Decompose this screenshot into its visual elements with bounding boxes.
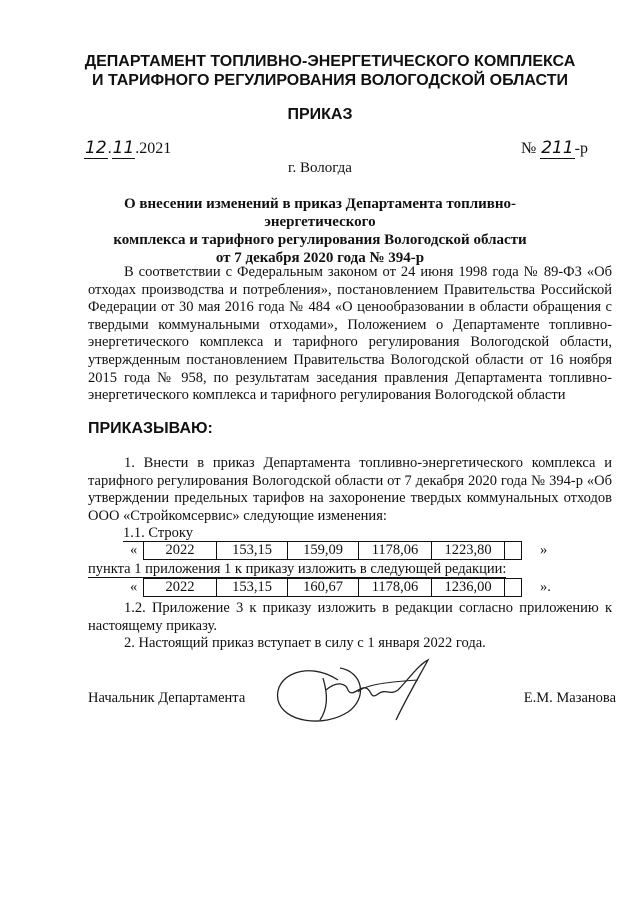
old-value-cell: 1223,80 xyxy=(432,542,505,560)
order-date: 12.11.2021 xyxy=(85,138,172,158)
item-1-paragraph: 1. Внести в приказ Департамента топливно-энергетического комплекса и тарифного регулирования Вологодской области от 7 декабря 2020 года № 394-р «Об утверждении предельных тарифов на захоронение твердых коммунальных отходов ООО «Стройкомсервис» следующие изменения: xyxy=(88,455,612,524)
subject-line-1: О внесении изменений в приказ Департамента топливно-энергетического xyxy=(123,196,517,230)
old-year-cell: 2022 xyxy=(144,542,217,560)
order-subject xyxy=(80,195,560,267)
mid-instruction xyxy=(88,561,506,578)
old-values-table xyxy=(143,541,522,560)
header-line-1: ДЕПАРТАМЕНТ ТОПЛИВНО-ЭНЕРГЕТИЧЕСКОГО КОМПЛЕКСА xyxy=(84,53,576,70)
old-value-cell: 1178,06 xyxy=(359,542,432,560)
subject-line-3: от 7 декабря 2020 года № 394-р xyxy=(215,250,425,266)
signatory-name: Е.М. Мазанова xyxy=(523,690,616,706)
header-line-2: И ТАРИФНОГО РЕГУЛИРОВАНИЯ ВОЛОГОДСКОЙ ОБЛАСТИ xyxy=(92,72,568,89)
new-row-quote-close: ». xyxy=(540,579,551,595)
department-header xyxy=(60,52,600,90)
subitem-1-1-label xyxy=(123,525,193,542)
new-year-cell: 2022 xyxy=(144,579,217,597)
subitem-1-1-text: 1.1. Строку xyxy=(123,525,193,541)
new-empty-cell xyxy=(505,579,522,597)
new-value-cell: 1236,00 xyxy=(432,579,505,597)
new-value-cell: 160,67 xyxy=(288,579,359,597)
document-title: ПРИКАЗ xyxy=(287,106,353,123)
new-row-quote-open: « xyxy=(130,579,138,595)
handwritten-signature xyxy=(268,650,438,730)
old-row-quote-close: » xyxy=(540,542,548,558)
new-value-cell: 153,15 xyxy=(217,579,288,597)
date-month: 11 xyxy=(112,138,135,158)
subitem-1-2-paragraph: 1.2. Приложение 3 к приказу изложить в редакции согласно приложению к настоящему приказу. xyxy=(88,600,612,634)
old-row-quote-open: « xyxy=(130,542,138,558)
city: г. Вологда xyxy=(288,160,352,176)
date-day: 12 xyxy=(85,138,107,158)
subject-line-2: комплекса и тарифного регулирования Вологодской области xyxy=(113,232,527,248)
old-empty-cell xyxy=(505,542,522,560)
old-value-cell: 153,15 xyxy=(217,542,288,560)
new-value-cell: 1178,06 xyxy=(359,579,432,597)
order-word: ПРИКАЗЫВАЮ: xyxy=(88,420,213,437)
number-suffix: -р xyxy=(574,140,588,157)
signatory-title: Начальник Департамента xyxy=(88,690,246,706)
item-2-paragraph: 2. Настоящий приказ вступает в силу с 1 января 2022 года. xyxy=(124,635,486,651)
order-number xyxy=(521,138,588,158)
new-values-table xyxy=(143,578,522,597)
number-prefix: № xyxy=(520,140,537,157)
mid-instruction-text: пункта 1 приложения 1 к приказу изложить в следующей редакции: xyxy=(88,561,507,577)
preamble-paragraph: В соответствии с Федеральным законом от 24 июня 1998 года № 89-ФЗ «Об отходах производства и потребления», постановлением Правительства Российской Федерации от 30 мая 2016 года № 484 «О ценообразовании в области обращения с твердыми коммунальными отходами», Положением о Департаменте топливно-энергетического комплекса и тарифного регулирования Вологодской области, утвержденным постановлением Правительства Вологодской области от 16 ноября 2015 года № 958, по результатам заседания правления Департамента топливно-энергетического комплекса и тарифного регулирования Вологодской области xyxy=(88,264,612,404)
old-value-cell: 159,09 xyxy=(288,542,359,560)
number-value: 211 xyxy=(541,138,574,158)
date-year: .2021 xyxy=(135,140,172,157)
